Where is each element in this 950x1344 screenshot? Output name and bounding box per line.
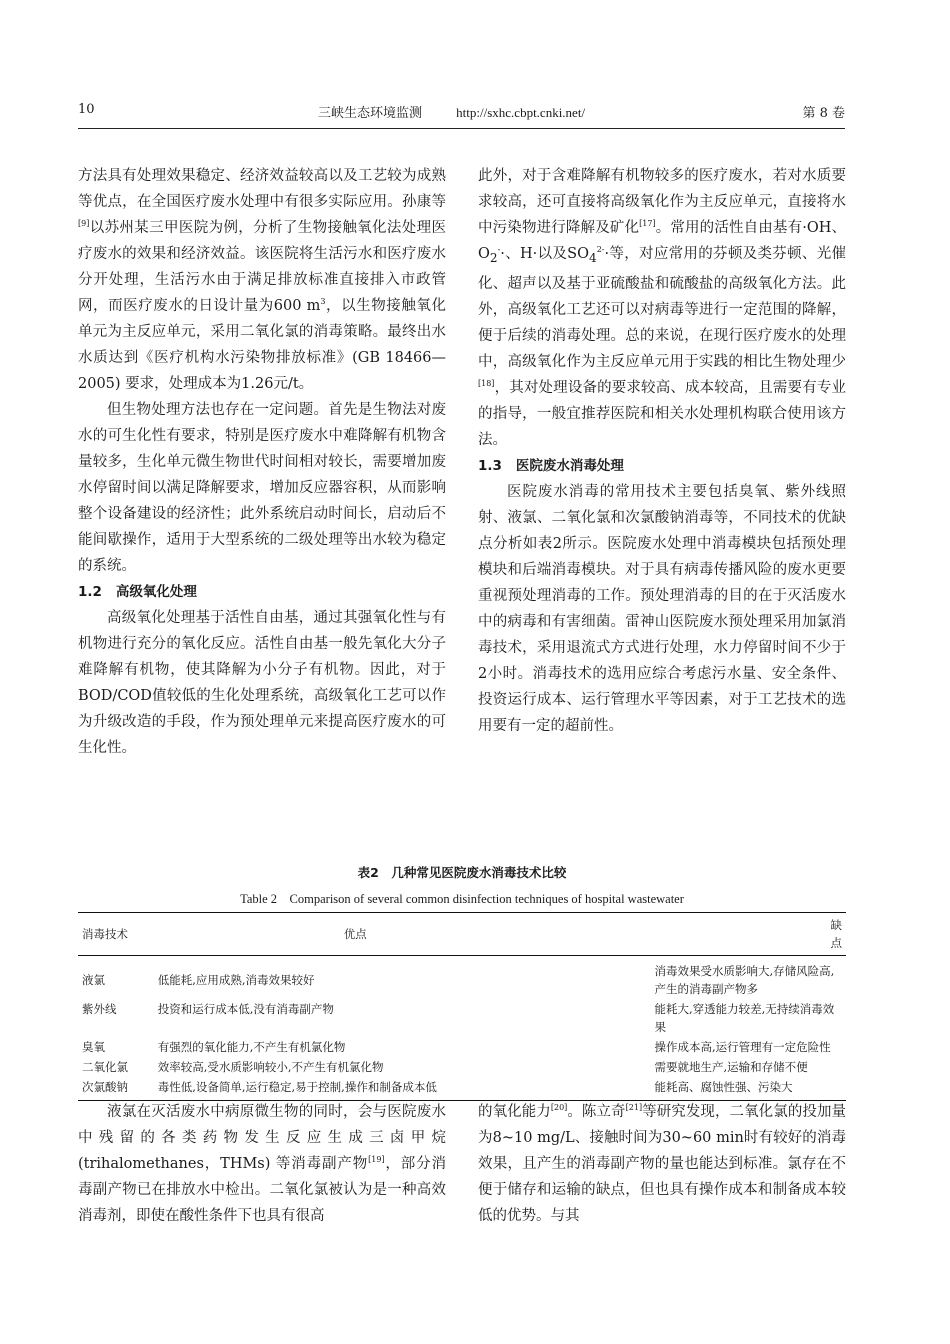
journal-info xyxy=(318,102,585,121)
table-row xyxy=(78,1077,846,1101)
paragraph: 高级氧化处理基于活性自由基，通过其强氧化性与有机物进行充分的氧化反应。活性自由基一般先氧化大分子难降解有机物，使其降解为小分子有机物。因此，对于BOD/COD值较低的生化处理系统，高级氧化工艺可以作为升级改造的手段，作为预处理单元来提高医疗废水的可生化性。 xyxy=(78,610,446,756)
table-cell: 操作成本高,运行管理有一定危险性 xyxy=(654,1040,831,1054)
table-cell: 能耗高、腐蚀性强、污染大 xyxy=(651,1077,847,1101)
table-cell: 效率较高,受水质影响较小,不产生有机氯化物 xyxy=(157,1060,384,1074)
citation[interactable]: [17] xyxy=(639,219,656,229)
table-cell: 低能耗,应用成熟,消毒效果较好 xyxy=(157,973,315,987)
paragraph: 液氯在灭活废水中病原微生物的同时，会与医院废水中残留的各类药物发生反应生成三卤甲烷 (trihalomethanes，THMs) 等消毒副产物[19]，部分消毒副产物已在排放水中检出。二氧化氯被认为是一种高效消毒剂，即使在酸性条件下也具有很高 xyxy=(78,1104,447,1224)
table-cell: 毒性低,设备简单,运行稳定,易于控制,操作和制备成本低 xyxy=(154,1077,651,1101)
volume-label: 第 8 卷 xyxy=(802,106,845,121)
table-cell: 消毒效果受水质影响大,存储风险高,产生的消毒副产物多 xyxy=(654,964,835,996)
column-header: 缺点 xyxy=(651,913,847,956)
column-header: 优点 xyxy=(154,913,651,956)
table-caption-en: Table 2 Comparison of several common disinfection techniques of hospital wastewater xyxy=(240,892,684,906)
table-row xyxy=(78,999,846,1037)
table-row xyxy=(78,1037,846,1057)
table-row xyxy=(78,956,846,1000)
disinfection-comparison-table xyxy=(78,912,846,1101)
table-row xyxy=(78,1057,846,1077)
column-header: 消毒技术 xyxy=(78,913,154,956)
paragraph: 此外，对于含难降解有机物较多的医疗废水，若对水质要求较高，还可直接将高级氧化作为主反应单元，直接将水中污染物进行降解及矿化[17]。常用的活性自由基有·OH、$O_2^-\cdot$、H·以及$SO_4^{2-}\cdot$等，对应常用的芬顿及类芬顿、光催化、超声以及基于亚硫酸盐和硫酸盐的高级氧化方法。此外，高级氧化工艺还可以对病毒等进行一定范围的降解，便于后续的消毒处理。总的来说，在现行医疗废水的处理中，高级氧化作为主反应单元用于实践的相比生物处理少[18]，其对处理设备的要求较高、成本较高，且需要有专业的指导，一般宜推荐医院和相关水处理机构联合使用该方法。 xyxy=(478,168,847,448)
left-column-bottom xyxy=(78,1099,446,1229)
journal-url[interactable]: http://sxhc.cbpt.cnki.net/ xyxy=(456,105,586,120)
left-column-top xyxy=(78,163,446,761)
right-column-bottom xyxy=(478,1099,846,1229)
page-number: 10 xyxy=(78,102,95,117)
paragraph: 医院废水消毒的常用技术主要包括臭氧、紫外线照射、液氯、二氧化氯和次氯酸钠消毒等，不同技术的优缺点分析如表2所示。医院废水处理中消毒模块包括预处理模块和后端消毒模块。对于具有病毒传播风险的废水更要重视预处理消毒的工作。预处理消毒的目的在于灭活废水中的病毒和有害细菌。雷神山医院废水预处理采用加氯消毒技术，采用退流式方式进行处理，水力停留时间不少于2小时。消毒技术的选用应综合考虑污水量、安全条件、投资运行成本、运行管理水平等因素，对于工艺技术的选用要有一定的超前性。 xyxy=(478,483,846,734)
table-cell: 需要就地生产,运输和存储不便 xyxy=(654,1060,808,1074)
table-cell: 能耗大,穿透能力较差,无持续消毒效果 xyxy=(654,1002,835,1034)
table-cell: 投资和运行成本低,没有消毒副产物 xyxy=(157,1002,334,1016)
citation[interactable]: [21] xyxy=(625,1103,643,1113)
table-caption-cn: 表2 几种常见医院废水消毒技术比较 xyxy=(357,865,567,880)
paragraph: 的氧化能力[20]。陈立奇[21]等研究发现，二氧化氯的投加量为8~10 mg/L、接触时间为30~60 min时有较好的消毒效果，且产生的消毒副产物的量也能达到标准。氯存在不便于储存和运输的缺点，但也具有操作成本和制备成本较低的优势。与其 xyxy=(478,1103,847,1224)
table-cell: 紫外线 xyxy=(82,1002,117,1016)
citation[interactable]: [20] xyxy=(550,1103,568,1113)
table-cell: 二氧化氯 xyxy=(82,1060,128,1074)
right-column-top xyxy=(478,163,846,739)
header-rule xyxy=(78,128,845,129)
table-cell: 有强烈的氧化能力,不产生有机氯化物 xyxy=(157,1040,346,1054)
paragraph: 方法具有处理效果稳定、经济效益较高以及工艺较为成熟等优点，在全国医疗废水处理中有很多实际应用。孙康等[9]以苏州某三甲医院为例，分析了生物接触氧化法处理医疗废水的效果和经济效益。该医院将生活污水和医疗废水分开处理，生活污水由于满足排放标准直接排入市政管网，而医疗废水的日设计量为600 $m^3$，以生物接触氧化单元为主反应单元，采用二氧化氯的消毒策略。最终出水水质达到《医疗机构水污染物排放标准》(GB 18466—2005) 要求，处理成本为1.26元/t。 xyxy=(78,168,446,392)
table-cell: 液氯 xyxy=(82,973,105,987)
section-heading-1-3: 1.3 医院废水消毒处理 xyxy=(478,457,624,474)
section-heading-1-2: 1.2 高级氧化处理 xyxy=(78,584,197,600)
table-header-row xyxy=(78,913,846,956)
paragraph: 但生物处理方法也存在一定问题。首先是生物法对废水的可生化性有要求，特别是医疗废水中难降解有机物含量较多，生化单元微生物世代时间相对较长，需要增加废水停留时间以满足降解要求，增加反应器容积，从而影响整个设备建设的经济性；此外系统启动时间长，启动后不能间歇操作，适用于大型系统的二级处理等出水较为稳定的系统。 xyxy=(78,402,446,574)
citation[interactable]: [18] xyxy=(478,379,495,389)
table-cell: 臭氧 xyxy=(82,1040,105,1054)
citation[interactable]: [19] xyxy=(368,1155,385,1165)
citation[interactable]: [9] xyxy=(78,219,90,229)
table-cell: 次氯酸钠 xyxy=(78,1077,154,1101)
page-header xyxy=(78,102,845,122)
journal-name: 三峡生态环境监测 xyxy=(318,106,423,121)
